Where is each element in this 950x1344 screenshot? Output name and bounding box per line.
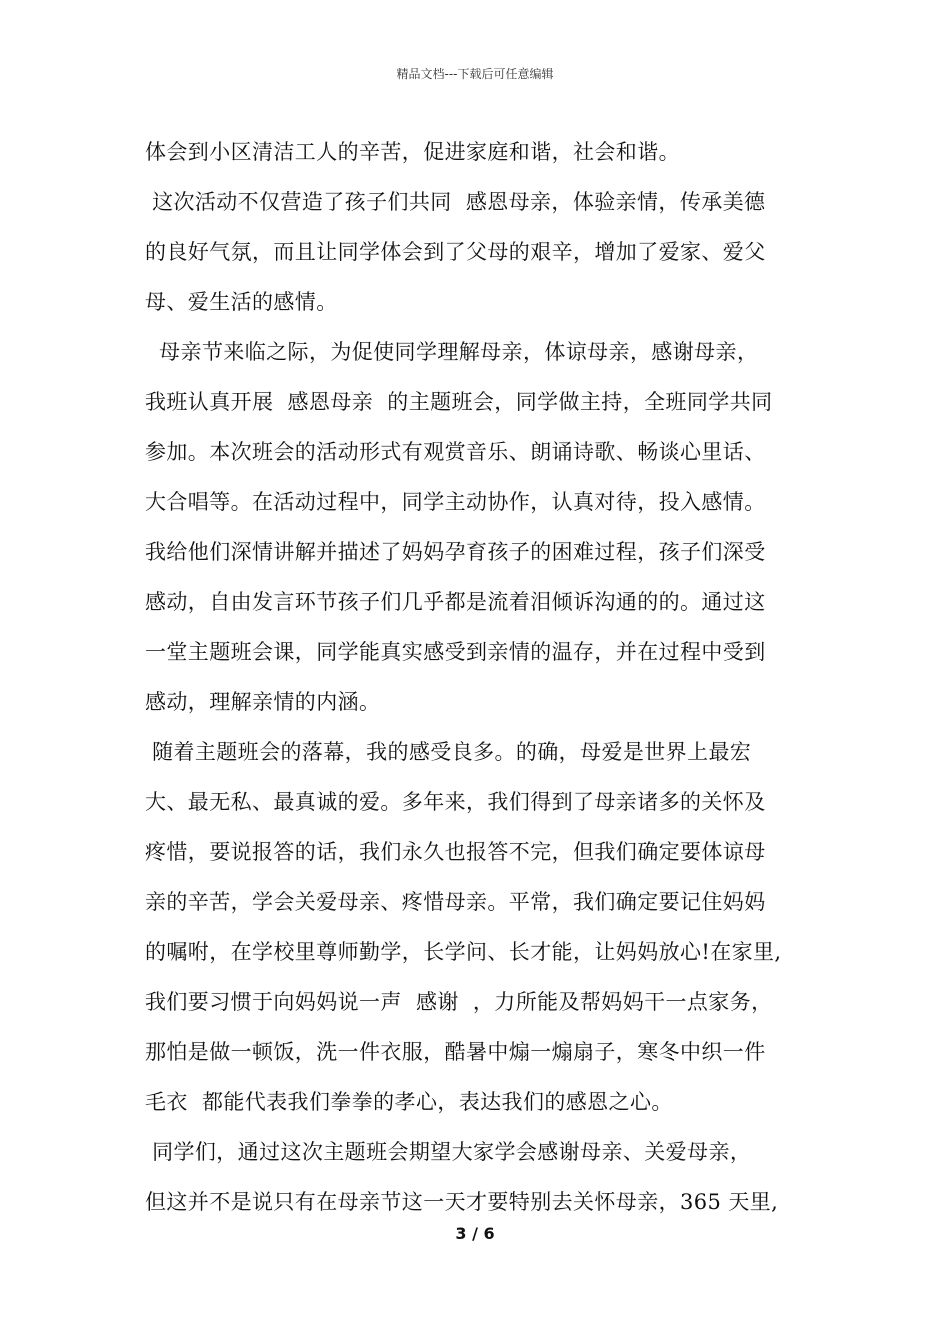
- text-line: 亲的辛苦，学会关爱母亲、疼惜母亲。平常，我们确定要记住妈妈: [145, 890, 766, 914]
- text-line: 我班认真开展 感恩母亲 的主题班会，同学做主持，全班同学共同: [145, 390, 773, 414]
- text-line: 大、最无私、最真诚的爱。多年来，我们得到了母亲诸多的关怀及: [145, 790, 766, 814]
- text-line: 的嘱咐，在学校里尊师勤学，长学问、长才能，让妈妈放心!在家里,: [145, 940, 782, 964]
- text-line: 这次活动不仅营造了孩子们共同 感恩母亲，体验亲情，传承美德: [145, 190, 766, 214]
- text-line: 的良好气氛，而且让同学体会到了父母的艰辛，增加了爱家、爱父: [145, 240, 766, 264]
- text-line: 我们要习惯于向妈妈说一声 感谢 ，力所能及帮妈妈干一点家务，: [145, 990, 773, 1014]
- text-line: 参加。本次班会的活动形式有观赏音乐、朗诵诗歌、畅谈心里话、: [145, 440, 766, 464]
- text-line: 我给他们深情讲解并描述了妈妈孕育孩子的困难过程，孩子们深受: [145, 540, 766, 564]
- page-number: 3 / 6: [455, 1224, 495, 1243]
- text-line: 毛衣 都能代表我们拳拳的孝心，表达我们的感恩之心。: [145, 1090, 673, 1114]
- page-header: 精品文档---下载后可任意编辑: [396, 67, 554, 81]
- text-line: 疼惜，要说报答的话，我们永久也报答不完，但我们确定要体谅母: [145, 840, 766, 864]
- text-line: 母、爱生活的感情。: [145, 290, 338, 314]
- text-line: 随着主题班会的落幕，我的感受良多。的确，母爱是世界上最宏: [145, 740, 752, 764]
- text-line: 但这并不是说只有在母亲节这一天才要特别去关怀母亲，365 天里,: [145, 1190, 779, 1214]
- text-line: 感动，理解亲情的内涵。: [145, 690, 381, 714]
- text-line: 感动，自由发言环节孩子们几乎都是流着泪倾诉沟通的的。通过这: [145, 590, 766, 614]
- text-line: 体会到小区清洁工人的辛苦，促进家庭和谐，社会和谐。: [145, 140, 680, 164]
- text-line: 那怕是做一顿饭，洗一件衣服，酷暑中煽一煽扇子，寒冬中织一件: [145, 1040, 766, 1064]
- text-line: 同学们，通过这次主题班会期望大家学会感谢母亲、关爱母亲，: [145, 1140, 752, 1164]
- text-line: 一堂主题班会课，同学能真实感受到亲情的温存，并在过程中受到: [145, 640, 766, 664]
- document-body: [145, 127, 825, 1227]
- text-line: 母亲节来临之际，为促使同学理解母亲，体谅母亲，感谢母亲，: [145, 340, 759, 364]
- text-line: 大合唱等。在活动过程中，同学主动协作，认真对待，投入感情。: [145, 490, 766, 514]
